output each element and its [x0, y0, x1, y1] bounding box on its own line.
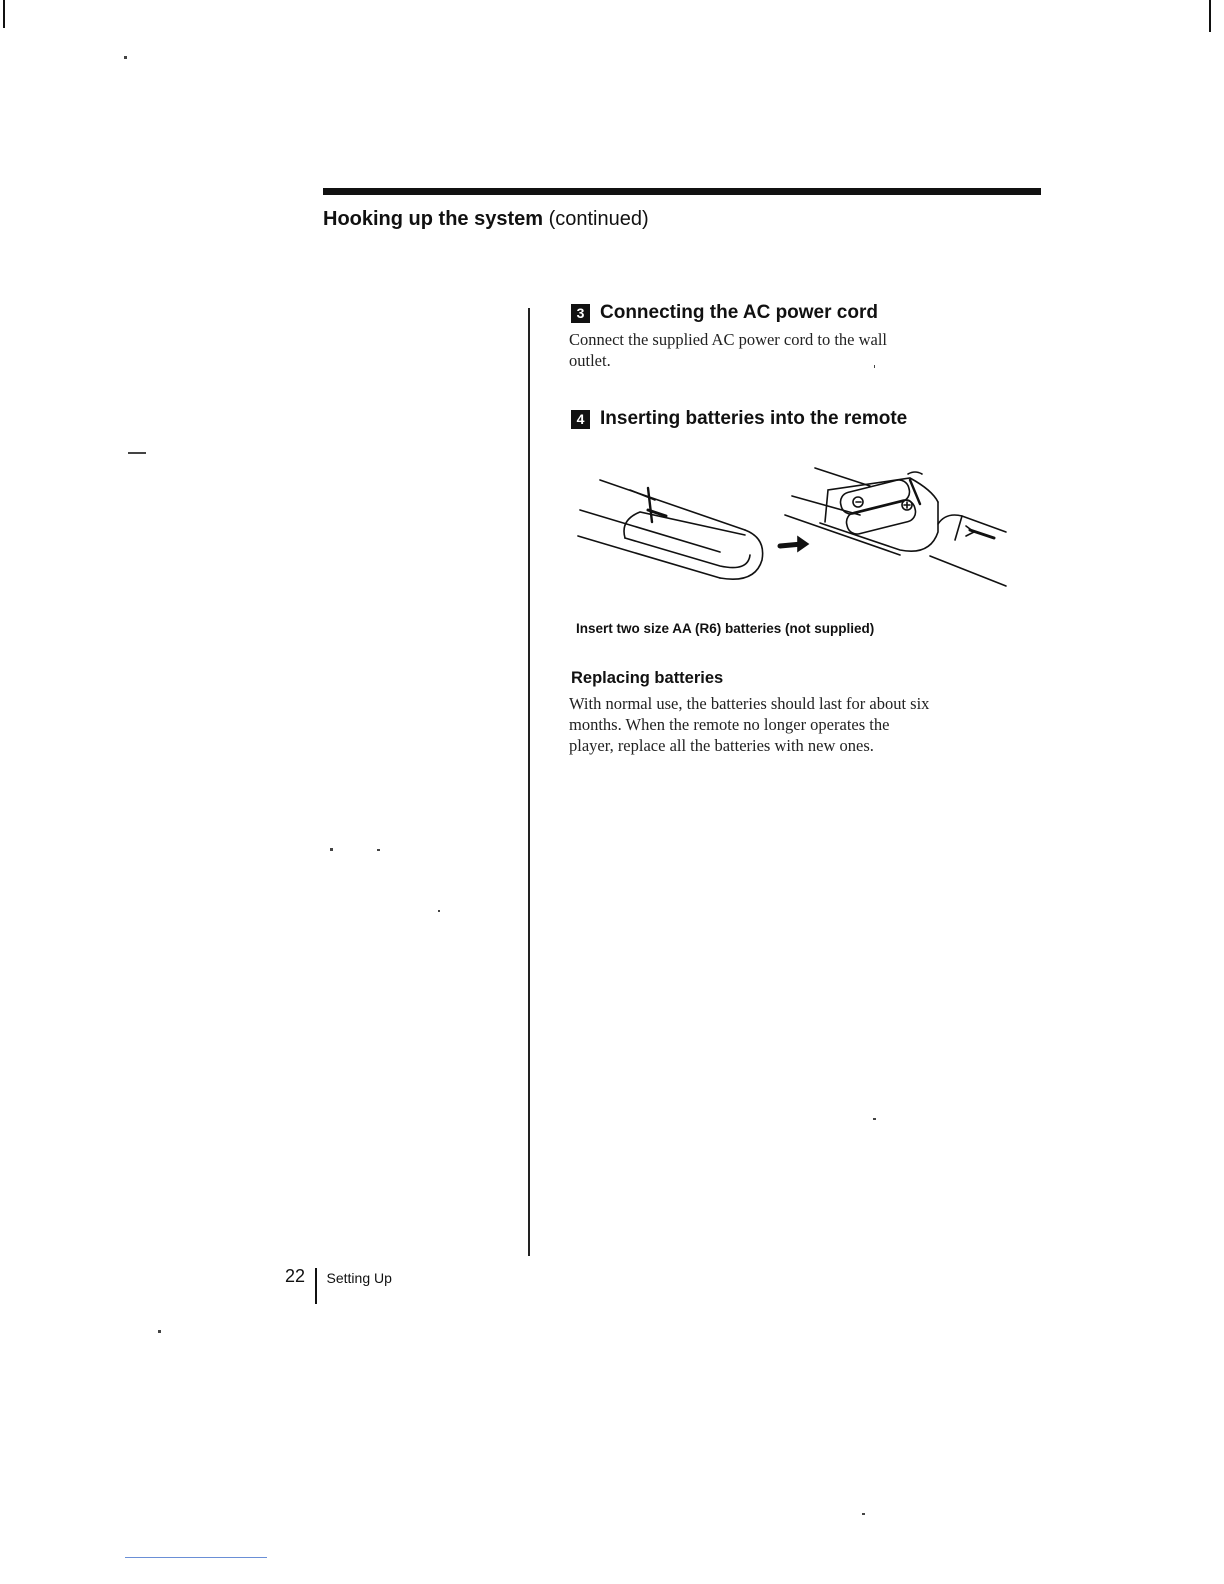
- step-4-title: Inserting batteries into the remote: [600, 408, 908, 429]
- step-3-title: Connecting the AC power cord: [600, 302, 878, 323]
- step-3-heading: [571, 302, 878, 324]
- page-title: [323, 208, 649, 231]
- scan-speck: [862, 1513, 865, 1515]
- remote-battery-insertion-icon: [570, 460, 1010, 590]
- page-number: 22: [285, 1266, 306, 1286]
- step-3-body: [569, 329, 887, 371]
- scan-edge-mark-left: [3, 0, 5, 28]
- page-footer: [285, 1266, 392, 1304]
- scan-speck: [874, 365, 875, 368]
- column-divider: [528, 308, 530, 1256]
- replacing-body-line-3: player, replace all the batteries with new ones.: [569, 736, 874, 755]
- scan-speck: [158, 1330, 161, 1333]
- top-rule: [323, 188, 1041, 195]
- scan-speck: [124, 56, 127, 59]
- footer-section-label: Setting Up: [326, 1270, 392, 1286]
- page-title-suffix: (continued): [548, 208, 649, 230]
- footer-divider: [315, 1268, 317, 1304]
- replacing-batteries-body: [569, 693, 929, 756]
- step-4-heading: [571, 408, 907, 430]
- replacing-body-line-2: months. When the remote no longer operates the: [569, 715, 890, 734]
- scan-speck: [377, 849, 380, 851]
- step-4-number-badge: 4: [571, 410, 590, 429]
- scan-speck: [330, 848, 333, 851]
- page-title-main: Hooking up the system: [323, 208, 544, 230]
- illustration-caption: Insert two size AA (R6) batteries (not supplied): [576, 621, 875, 636]
- scan-speck: [438, 910, 440, 912]
- scan-edge-mark-right: [1209, 0, 1211, 32]
- step-3-body-line-1: Connect the supplied AC power cord to the wall: [569, 330, 888, 349]
- replacing-body-line-1: With normal use, the batteries should last for about six: [569, 694, 930, 713]
- scan-bottom-line: [125, 1557, 267, 1558]
- replacing-batteries-heading: Replacing batteries: [571, 669, 724, 687]
- step-3-body-line-2: outlet.: [569, 351, 611, 370]
- scan-speck: [128, 452, 146, 454]
- scan-speck: [873, 1118, 876, 1120]
- step-3-number-badge: 3: [571, 304, 590, 323]
